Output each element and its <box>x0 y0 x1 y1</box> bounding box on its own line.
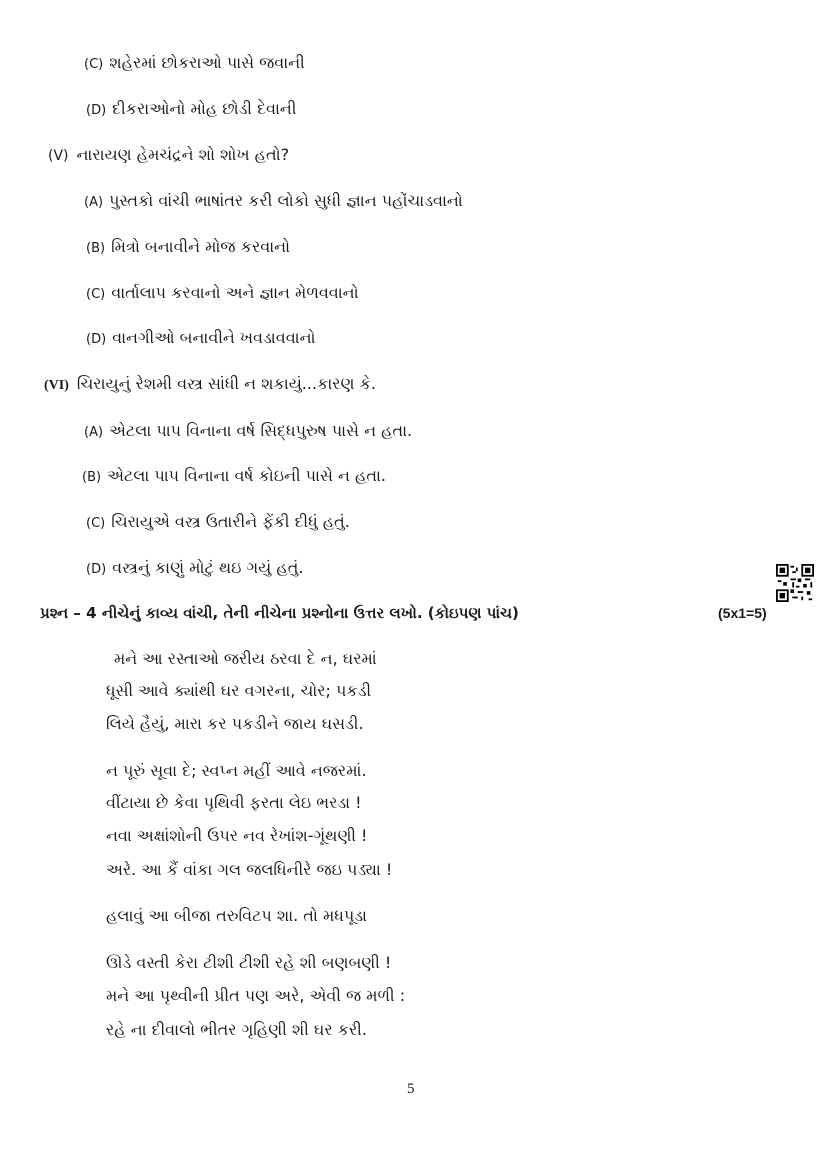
option-text: ચિરાયુએ વસ્ત્ર ઉતારીને ફેંકી દીધું હતું. <box>111 512 350 531</box>
question-text: નારાયણ હેમચંદ્રને શો શોખ હતો? <box>76 145 290 164</box>
option-text: એટલા પાપ વિનાના વર્ષ કોઇની પાસે ન હતા. <box>107 466 386 485</box>
question-text: ચિરાયુનું રેશમી વસ્ત્ર સાંધી ન શકાયું...કારણ કે. <box>76 374 376 393</box>
option-a <box>84 190 463 214</box>
option-d <box>86 557 303 581</box>
poem-line: મને આ રસ્તાઓ જરીય ઠરવા દે ન, ઘરમાં <box>114 649 377 668</box>
option-text: મિત્રો બનાવીને મોજ કરવાનો <box>111 237 291 256</box>
option-text: શહેરમાં છોકરાઓ પાસે જવાની <box>109 53 305 72</box>
option-text: વાર્તાલાપ કરવાનો અને જ્ઞાન મેળવવાનો <box>111 283 359 302</box>
option-text: પુસ્તકો વાંચી ભાષાંતર કરી લોકો સુધી જ્ઞાન પહોંચાડવાનો <box>109 191 463 210</box>
poem-line: નવા અક્ષાંશોની ઉપર નવ રેખાંશ-ગૂંથણી ! <box>106 826 368 845</box>
option-letter: (B) <box>82 470 102 485</box>
qr-code <box>776 564 814 602</box>
option-letter: (A) <box>84 195 104 210</box>
poem-line: ન પૂરું સૂવા દે; સ્વપ્ન મહીં આવે નજરમાં. <box>106 761 367 780</box>
option-text: દીકરાઓનો મોહ છોડી દેવાની <box>112 99 297 118</box>
option-letter: (D) <box>86 562 107 577</box>
option-letter: (B) <box>86 241 106 256</box>
poem-line: રહે ના દીવાલો ભીતર ગૃહિણી શી ઘર કરી. <box>106 1020 367 1039</box>
poem-line: વીંટાયા છે કેવા પૃથિવી ફરતા લેઇ ભરડા ! <box>106 793 362 812</box>
option-letter: (C) <box>86 287 106 302</box>
marks-label: (5x1=5) <box>718 605 767 621</box>
poem-line: અરે. આ કૈં વાંકા ગલ જલધિનીરે જઇ પડ્યા ! <box>106 860 393 879</box>
option-letter: (D) <box>86 103 107 118</box>
option-text: એટલા પાપ વિનાના વર્ષ સિદ્ધપુરુષ પાસે ન હતા. <box>109 421 413 440</box>
option-letter: (D) <box>86 332 107 347</box>
question-v <box>48 144 289 167</box>
poem-line: ઊડે વસ્તી કેરા ટીશી ટીશી રહે શી બણબણી ! <box>106 953 392 972</box>
option-a <box>84 420 412 444</box>
option-letter: (C) <box>84 57 104 72</box>
question-vi <box>44 373 376 397</box>
option-letter: (C) <box>86 516 106 531</box>
option-b <box>86 236 290 260</box>
option-text: વાનગીઓ બનાવીને ખવડાવવાનો <box>112 328 316 347</box>
question-number: (V) <box>48 148 69 164</box>
option-d <box>86 327 316 351</box>
option-letter: (A) <box>84 425 104 440</box>
poem-line: મને આ પૃથ્વીની પ્રીત પણ અરે, એવી જ મળી : <box>106 986 406 1005</box>
option-b <box>82 465 386 489</box>
option-c <box>86 511 350 535</box>
poem-line: લિયે હૈયું, મારા કર પકડીને જાય ઘસડી. <box>106 714 364 733</box>
poem-line: ધૂસી આવે ક્યાંથી ઘર વગરના, ચોર; પકડી <box>106 681 372 700</box>
question-4-heading: પ્રશ્ન – 4 નીચેનું કાવ્ય વાંચી, તેની નીચેના પ્રશ્નોના ઉત્તર લખો. (કોઇપણ પાંચ) <box>40 604 519 622</box>
poem-line: હલાવું આ બીજા તરુવિટપ શા. તો મધપૂડા <box>106 906 367 925</box>
option-text: વસ્ત્રનું કાણું મોટું થઇ ગયું હતું. <box>112 558 304 577</box>
option-c <box>86 282 359 306</box>
question-number: (VI) <box>44 378 69 393</box>
option-c <box>84 52 305 76</box>
option-d <box>86 98 296 122</box>
page-number: 5 <box>407 1081 415 1097</box>
